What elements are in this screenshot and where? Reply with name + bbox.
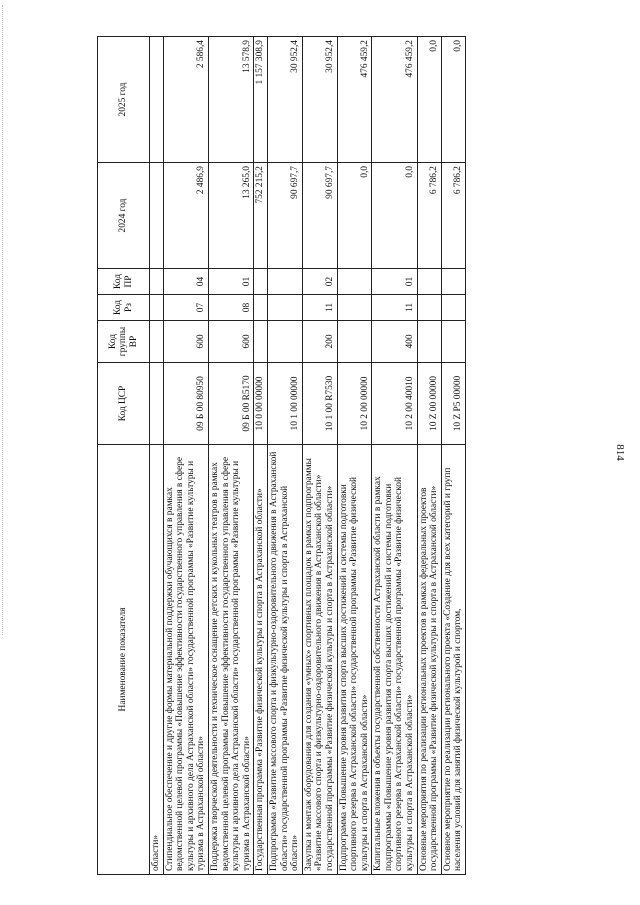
cell-csr: 10 0 00 00000: [254, 363, 268, 445]
cell-y2024: 2 486,9: [163, 163, 208, 269]
cell-y2025: 30 952,4: [302, 37, 337, 163]
cell-rz: [441, 295, 465, 321]
cell-pr: 02: [302, 269, 337, 295]
cell-rz: [254, 295, 268, 321]
cell-csr: 10 Z 00 00000: [417, 363, 441, 445]
cell-pr: [337, 269, 372, 295]
header-rz: Код Рз: [98, 295, 150, 321]
cell-pr: [150, 269, 164, 295]
cell-name: Основное мероприятие по реализации регионального проекта «Создание для всех категорий и групп населения условий для занятий физической культурой и спортом,: [441, 445, 465, 875]
table-row: [254, 37, 268, 875]
cell-y2024: 90 697,7: [267, 163, 302, 269]
cell-csr: 10 1 00 00000: [267, 363, 302, 445]
cell-rz: [267, 295, 302, 321]
header-pr: Код ПР: [98, 269, 150, 295]
cell-pr: 01: [208, 269, 253, 295]
header-2025: 2025 год: [98, 37, 150, 163]
cell-y2025: 30 952,4: [267, 37, 302, 163]
header-csr: Код ЦСР: [98, 363, 150, 445]
table-row: [208, 37, 253, 875]
cell-vr: 400: [372, 321, 417, 363]
cell-y2025: 13 578,9: [208, 37, 253, 163]
cell-csr: 09 Б 00 80950: [163, 363, 208, 445]
cell-vr: 600: [163, 321, 208, 363]
cell-name: Основные мероприятия по реализации региональных проектов в рамках федеральных проектов государственной программы «Развитие физической культуры и спорта в Астраханской области»: [417, 445, 441, 875]
cell-pr: 04: [163, 269, 208, 295]
cell-rz: [150, 295, 164, 321]
cell-y2024: [150, 163, 164, 269]
cell-vr: [254, 321, 268, 363]
header-2024: 2024 год: [98, 163, 150, 269]
table-row: [372, 37, 417, 875]
cell-rz: 08: [208, 295, 253, 321]
cell-name: Подпрограмма «Развитие массового спорта и физкультурно-оздоровительного движения в Астраханской области» государственной программы «Развитие физической культуры и спорта в Астраханской области»: [267, 445, 302, 875]
cell-y2024: 0,0: [372, 163, 417, 269]
cell-pr: [267, 269, 302, 295]
cell-pr: [417, 269, 441, 295]
cell-name: Подпрограмма «Повышение уровня развития спорта высших достижений и системы подготовки спортивного резерва в Астраханской области» государственной программы «Развитие физической культуры и спорта в Астраханской области»: [337, 445, 372, 875]
cell-vr: [267, 321, 302, 363]
table-row: [150, 37, 164, 875]
cell-vr: [417, 321, 441, 363]
table-row: [337, 37, 372, 875]
table-row: [417, 37, 441, 875]
cell-csr: 10 2 00 40010: [372, 363, 417, 445]
cell-rz: 11: [372, 295, 417, 321]
cell-name: Поддержка творческой деятельности и техническое оснащение детских и кукольных театров в рамках ведомственной целевой программы «Повышение эффективности государственного управления в сфере культуры и архивного дела Астраханской области» государственной программы «Развитие культуры и туризма в Астраханской области»: [208, 445, 253, 875]
cell-y2025: [150, 37, 164, 163]
cell-vr: [150, 321, 164, 363]
cell-vr: 200: [302, 321, 337, 363]
table-row: [441, 37, 465, 875]
cell-name: области»: [150, 445, 164, 875]
cell-y2024: 6 786,2: [441, 163, 465, 269]
cell-name: Закупка и монтаж оборудования для создания «умных» спортивных площадок в рамках подпрограммы «Развитие массового спорта и физкультурно-оздоровительного движения в Астраханской области» государственной программы «Развитие физической культуры и спорта в Астраханской области»: [302, 445, 337, 875]
cell-rz: [337, 295, 372, 321]
cell-pr: [254, 269, 268, 295]
cell-y2024: 6 786,2: [417, 163, 441, 269]
cell-y2024: 0,0: [337, 163, 372, 269]
cell-name: Государственная программа «Развитие физической культуры и спорта в Астраханской области»: [254, 445, 268, 875]
cell-pr: 01: [372, 269, 417, 295]
table-header-row: [98, 37, 150, 875]
cell-y2024: 752 215,2: [254, 163, 268, 269]
cell-csr: [150, 363, 164, 445]
cell-name: Капитальные вложения в объекты государственной собственности Астраханской области в рамках подпрограммы «Повышение уровня развития спорта высших достижений и системы подготовки спортивного резерва в Астраханской области» государственной программы «Развитие физической культуры и спорта в Астраханской области»: [372, 445, 417, 875]
cell-y2025: 0,0: [441, 37, 465, 163]
cell-rz: 11: [302, 295, 337, 321]
cell-rz: 07: [163, 295, 208, 321]
cell-y2025: 1 157 308,9: [254, 37, 268, 163]
header-vr: Код группы ВР: [98, 321, 150, 363]
cell-vr: [441, 321, 465, 363]
cell-vr: 600: [208, 321, 253, 363]
cell-name: Стипендиальное обеспечение и другие формы материальной поддержки обучающихся в рамках ведомственной целевой программы «Повышение эффективности государственного управления в сфере культуры и архивного дела Астраханской области» государственной программы «Развитие культуры и туризма в Астраханской области»: [163, 445, 208, 875]
cell-csr: 09 Б 00 R5170: [208, 363, 253, 445]
cell-pr: [441, 269, 465, 295]
table-row: [163, 37, 208, 875]
table-row: [267, 37, 302, 875]
budget-table: [97, 36, 466, 875]
table-row: [302, 37, 337, 875]
cell-csr: 10 1 00 R7530: [302, 363, 337, 445]
cell-y2025: 476 459,2: [372, 37, 417, 163]
cell-y2024: 90 697,7: [302, 163, 337, 269]
cell-csr: 10 Z P5 00000: [441, 363, 465, 445]
cell-y2025: 0,0: [417, 37, 441, 163]
page-number: 814: [614, 444, 626, 461]
cell-y2025: 476 459,2: [337, 37, 372, 163]
cell-y2025: 2 586,4: [163, 37, 208, 163]
cell-rz: [417, 295, 441, 321]
header-name: Наименование показателя: [98, 445, 150, 875]
cell-csr: 10 2 00 00000: [337, 363, 372, 445]
cell-y2024: 13 265,0: [208, 163, 253, 269]
cell-vr: [337, 321, 372, 363]
